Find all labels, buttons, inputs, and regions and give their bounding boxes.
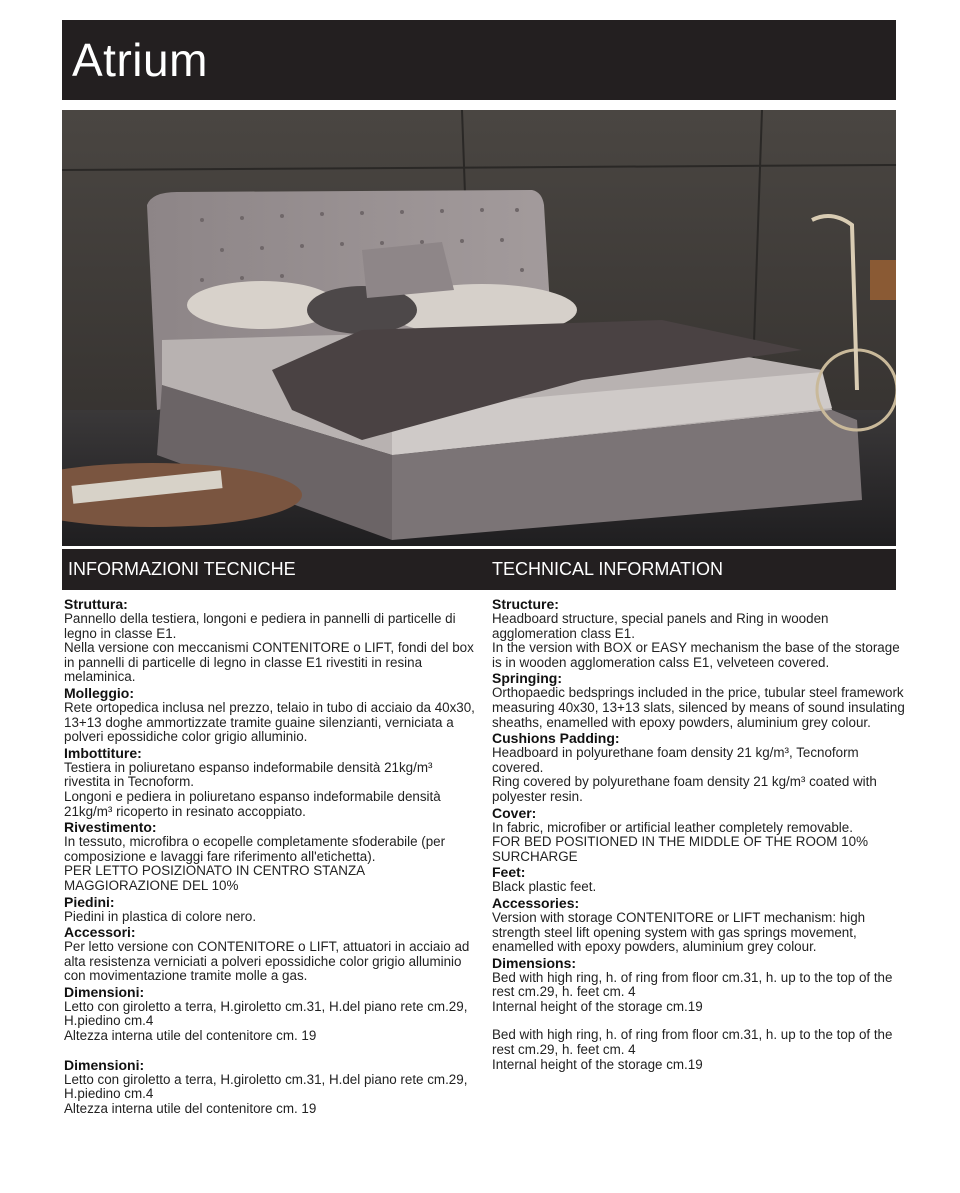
spec-text: Testiera in poliuretano espanso indeformabile densità 21kg/m³ rivestita in Tecnoform. Longoni e pediera in poliuretano espanso indeformabile densità 21kg/m³ ricoperto in resinato accoppiato. <box>64 759 441 819</box>
spec-text: Orthopaedic bedsprings included in the price, tubular steel framework measuring 40x30, 13+13 slats, silenced by means of sound insulating sheaths, enamelled with epoxy powders, aluminium grey colour. <box>492 685 905 730</box>
spec-dimensions-it <box>64 985 476 1044</box>
spec-text: Letto con giroletto a terra, H.giroletto cm.31, H.del piano rete cm.29, H.piedino cm.4 Altezza interna utile del contenitore cm. 19 <box>64 1071 468 1116</box>
spec-text: In fabric, microfiber or artificial leather completely removable. FOR BED POSITIONED IN THE MIDDLE OF THE ROOM 10% SURCHARGE <box>492 819 868 864</box>
italian-specs <box>64 597 476 1117</box>
spec-padding-it <box>64 746 476 819</box>
spec-label: Molleggio: <box>64 684 134 701</box>
english-heading: TECHNICAL INFORMATION <box>492 559 724 579</box>
spec-text: Rete ortopedica inclusa nel prezzo, telaio in tubo di acciaio da 40x30, 13+13 doghe ammortizzate tramite guaine silenzianti, verniciata a polveri epossidiche color grigio alluminio. <box>64 699 475 745</box>
spec-label: Cover: <box>492 804 537 821</box>
product-photo <box>62 110 896 546</box>
spec-feet-en <box>492 865 906 895</box>
spec-label: Dimensions: <box>492 954 577 971</box>
spec-label: Imbottiture: <box>64 744 142 761</box>
page-title: Atrium <box>72 34 208 86</box>
spec-text: Version with storage CONTENITORE or LIFT mechanism: high strength steel lift opening system with gas springs movement, enamelled with epoxy powders, aluminium grey colour. <box>492 909 866 955</box>
spec-label: Rivestimento: <box>64 819 157 836</box>
spec-label: Structure: <box>492 596 559 612</box>
spec-label: Accessori: <box>64 924 136 941</box>
spec-label: Dimensioni: <box>64 983 145 1000</box>
spec-text: Bed with high ring, h. of ring from floor cm.31, h. up to the top of the rest cm.29, h. feet cm. 4 Internal height of the storage cm.19 <box>492 969 893 1014</box>
spec-accessories-en <box>492 896 906 955</box>
spec-dimensions-en <box>492 956 906 1015</box>
spec-label: Cushions Padding: <box>492 730 620 747</box>
spec-label: Dimensioni: <box>64 1056 145 1073</box>
spec-text: Per letto versione con CONTENITORE o LIFT, attuatori in acciaio ad alta resistenza verniciati a polveri epossidiche color grigio alluminio con movimentazione tramite molle a gas. <box>64 939 470 984</box>
spec-label: Springing: <box>492 670 562 687</box>
spec-text: Letto con giroletto a terra, H.giroletto cm.31, H.del piano rete cm.29, H.piedino cm.4 Altezza interna utile del contenitore cm. 19 <box>64 998 468 1044</box>
spec-accessories-it <box>64 925 476 984</box>
italian-heading: INFORMAZIONI TECNICHE <box>68 559 296 579</box>
spec-text: Headboard structure, special panels and Ring in wooden agglomeration class E1. In the version with BOX or EASY mechanism the base of the storage is in wooden agglomeration calss E1, velveteen covered. <box>492 611 900 670</box>
spec-label: Feet: <box>492 864 526 881</box>
spec-dimensions-en-duplicate <box>492 1028 906 1072</box>
section-header-bar <box>62 549 896 590</box>
english-specs <box>492 597 906 1073</box>
spec-text: Headboard in polyurethane foam density 21 kg/m³, Tecnoform covered. Ring covered by polyurethane foam density 21 kg/m³ coated with polyester resin. <box>492 745 877 804</box>
spec-padding-en <box>492 731 906 804</box>
spec-structure-en <box>492 597 906 670</box>
spec-text: Pannello della testiera, longoni e pediera in pannelli di particelle di legno in classe E1. Nella versione con meccanismi CONTENITORE o LIFT, fondi del box in pannelli di particelle di legno in classe E1 rivestiti in resina melaminica. <box>64 611 474 685</box>
spec-cover-en <box>492 806 906 865</box>
spec-text: Bed with high ring, h. of ring from floor cm.31, h. up to the top of the rest cm.29, h. feet cm. 4 Internal height of the storage cm.19 <box>492 1027 893 1072</box>
spec-text: Black plastic feet. <box>492 879 597 895</box>
spec-springing-it <box>64 686 476 745</box>
bed-illustration <box>62 110 896 546</box>
title-bar <box>62 20 896 100</box>
spec-structure-it <box>64 597 476 685</box>
spec-cover-it <box>64 820 476 893</box>
spec-text: In tessuto, microfibra o ecopelle completamente sfoderabile (per composizione e lavaggi fare riferimento all'etichetta). PER LETTO POSIZIONATO IN CENTRO STANZA MAGGIORAZIONE DEL 10% <box>64 834 446 893</box>
spec-label: Piedini: <box>64 893 115 910</box>
spec-label: Struttura: <box>64 596 128 612</box>
spec-dimensions-it-duplicate <box>64 1058 476 1117</box>
spec-springing-en <box>492 671 906 730</box>
spec-text: Piedini in plastica di colore nero. <box>64 908 257 924</box>
spec-feet-it <box>64 895 476 925</box>
spec-label: Accessories: <box>492 894 580 911</box>
